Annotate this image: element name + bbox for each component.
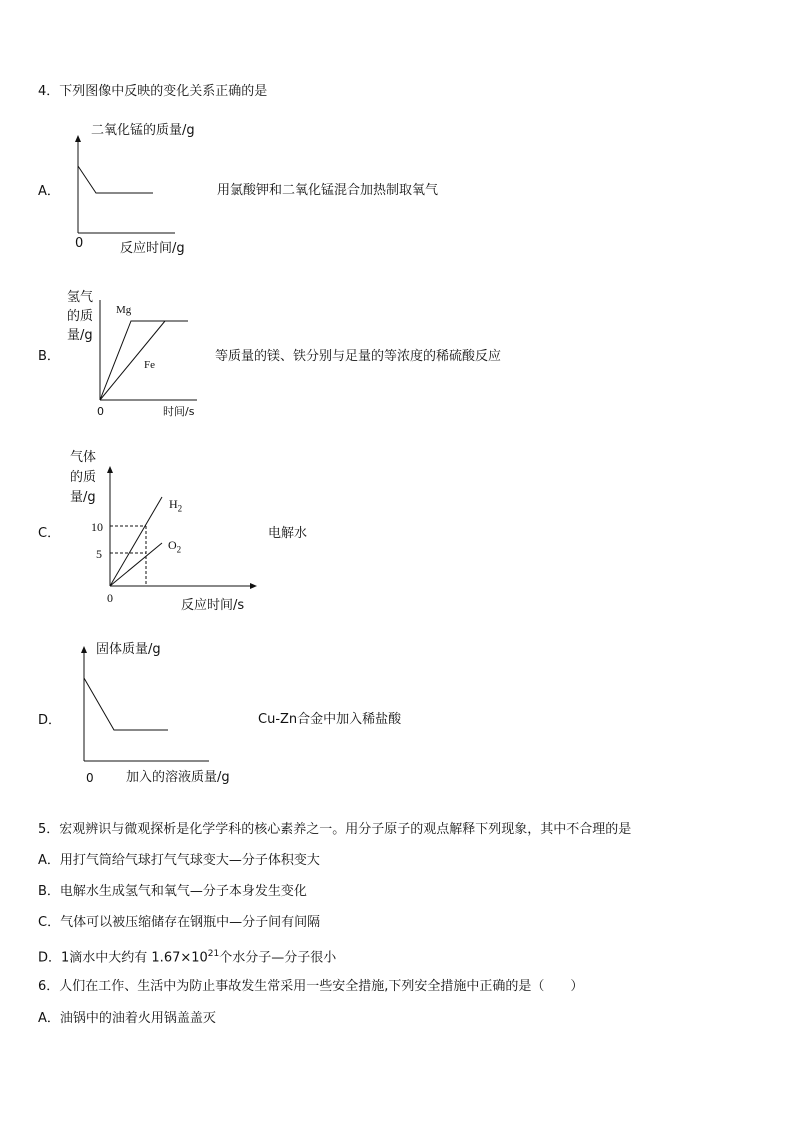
- q4-d-ylabel: 固体质量/g: [96, 642, 161, 657]
- q4-d-curve: [84, 678, 168, 730]
- q6-option-a: A．油锅中的油着火用锅盖盖灭: [38, 1011, 216, 1026]
- q4-b-ylabel-1: 氢气: [67, 290, 94, 305]
- q4-b-ylabel-3: 量/g: [67, 328, 93, 343]
- q4-d-xlabel: 加入的溶液质量/g: [126, 770, 230, 785]
- q4-d-y-arrow: [81, 646, 87, 653]
- q4-c-o2-label: $O_2$: [168, 538, 182, 555]
- q4-a-origin: 0: [75, 236, 84, 251]
- q4-a-xlabel: 反应时间/g: [120, 241, 185, 256]
- q4-d-description: Cu-Zn合金中加入稀盐酸: [258, 712, 402, 727]
- q4-b-origin: 0: [97, 405, 104, 418]
- q4-c-xlabel: 反应时间/s: [181, 598, 245, 613]
- q4-c-ylabel-3: 量/g: [70, 490, 96, 505]
- q4-b-xlabel: 时间/s: [163, 405, 195, 418]
- q4-option-a-letter: A．: [38, 184, 60, 199]
- q5-option-c: C．气体可以被压缩储存在钢瓶中—分子间有间隔: [38, 915, 321, 930]
- q4-b-ylabel-2: 的质: [67, 309, 94, 324]
- q4-b-mg-label: Mg: [116, 304, 132, 316]
- q4-a-ylabel: 二氧化锰的质量/g: [91, 123, 195, 138]
- q4-b-fe-label: Fe: [144, 359, 155, 371]
- q4-a-description: 用氯酸钾和二氧化锰混合加热制取氧气: [217, 183, 439, 198]
- q4-c-description: 电解水: [268, 526, 308, 541]
- q4-c-h2-label: $H_2$: [169, 497, 183, 514]
- q4-option-b-letter: B．: [38, 349, 60, 364]
- q4-option-c-letter: C．: [38, 526, 61, 541]
- q5-option-d: D．1滴水中大约有 $1.67\times 10^{21}$个水分子—分子很小: [38, 949, 337, 966]
- q4-c-ylabel-2: 的质: [70, 470, 97, 485]
- q4-c-ylabel-1: 气体: [70, 450, 97, 465]
- q5-option-a: A．用打气筒给气球打气气球变大—分子体积变大: [38, 853, 320, 868]
- q4-stem: 4．下列图像中反映的变化关系正确的是: [38, 84, 268, 99]
- q4-c-origin: 0: [107, 591, 113, 605]
- q4-option-d-letter: D．: [38, 713, 62, 728]
- q4-c-tick-10: 10: [91, 520, 103, 534]
- q4-d-origin: 0: [86, 771, 94, 785]
- q6-stem: 6．人们在工作、生活中为防止事故发生常采用一些安全措施,下列安全措施中正确的是（ ）: [38, 979, 584, 994]
- q4-b-description: 等质量的镁、铁分别与足量的等浓度的稀硫酸反应: [215, 349, 502, 364]
- q4-c-tick-5: 5: [96, 547, 102, 561]
- q5-option-b: B．电解水生成氢气和氧气—分子本身发生变化: [38, 884, 307, 899]
- q5-stem: 5．宏观辨识与微观探析是化学学科的核心素养之一。用分子原子的观点解释下列现象，其中不合理的是: [38, 822, 632, 837]
